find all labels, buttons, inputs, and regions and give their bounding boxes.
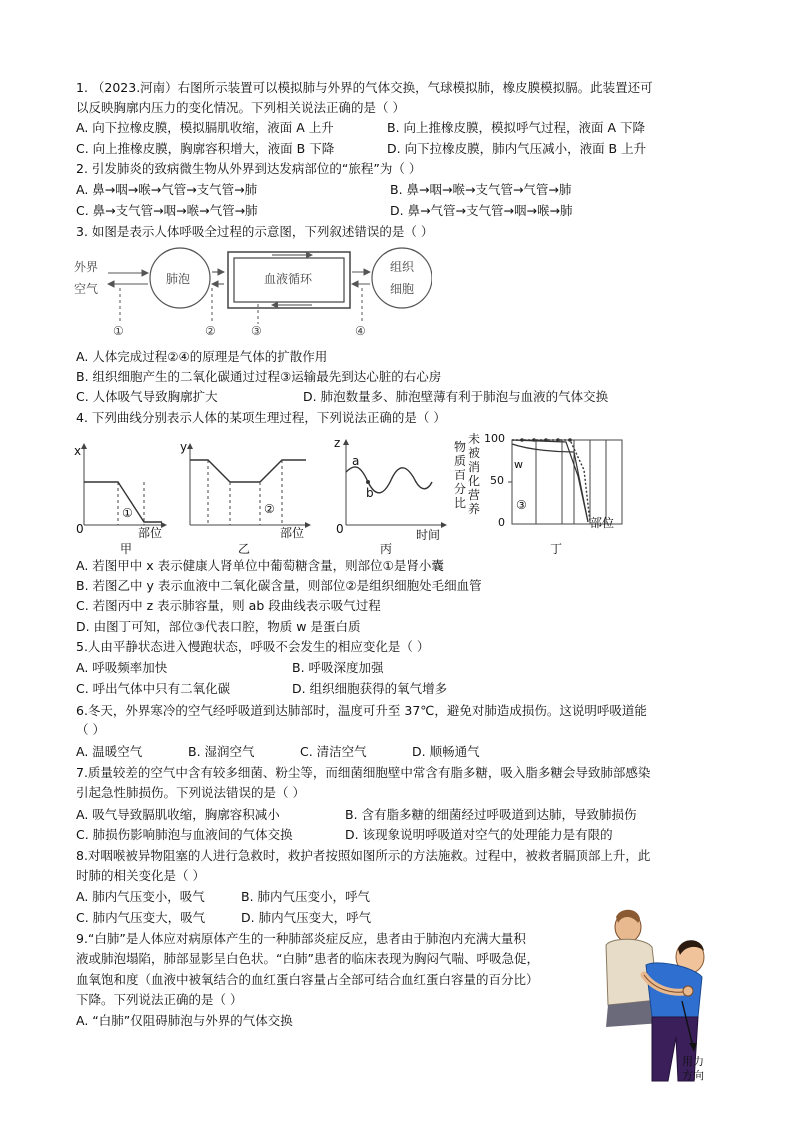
- q8-option-a: A. 肺内气压变小，吸气: [76, 889, 205, 904]
- q4-yi-caption: 乙: [238, 542, 251, 556]
- q8-option-c: C. 肺内气压变大，吸气: [76, 910, 206, 925]
- q4-yi-marker: ②: [264, 502, 275, 516]
- q7-option-c: C. 肺损伤影响肺泡与血液间的气体交换: [76, 827, 293, 842]
- q1-option-c: C. 向上推橡皮膜，胸廓容积增大，液面 B 下降: [76, 141, 335, 156]
- q4-ding-tick-100: 100: [484, 432, 505, 445]
- q4-jia-caption: 甲: [120, 542, 133, 556]
- q6-stem-line1: 6.冬天，外界寒冷的空气经呼吸道到达肺部时，温度可升至 37℃，避免对肺造成损伤。这说明呼吸道能: [76, 703, 647, 718]
- q2-option-b: B. 鼻→咽→喉→支气管→气管→肺: [390, 182, 572, 197]
- q3-label-tissue-1: 组织: [390, 260, 415, 274]
- q4-jia-y-label: x: [74, 444, 82, 458]
- q2-option-c: C. 鼻→支气管→咽→喉→气管→肺: [76, 203, 258, 218]
- q4-option-c: C. 若图丙中 z 表示肺容量，则 ab 段曲线表示吸气过程: [76, 598, 381, 613]
- q4-ding-y-label-1: 未被消化营养: [468, 432, 481, 516]
- q1-option-d: D. 向下拉橡皮膜，肺内气压减小，液面 B 上升: [387, 141, 647, 156]
- q3-label-tissue-2: 细胞: [390, 282, 415, 296]
- q4-bing-x-label: 时间: [416, 528, 441, 542]
- q4-ding-tick-0: 0: [498, 516, 505, 529]
- q4-bing-point-a: a: [352, 454, 360, 468]
- q3-option-d: D. 肺泡数量多、肺泡壁薄有利于肺泡与血液的气体交换: [303, 389, 609, 404]
- q4-bing-caption: 丙: [380, 542, 393, 556]
- q3-label-blood-circulation: 血液循环: [264, 272, 313, 286]
- q1-option-b: B. 向上推橡皮膜，模拟呼气过程，液面 A 下降: [387, 120, 646, 135]
- q4-jia-origin: 0: [76, 522, 84, 536]
- q4-ding-tick-50: 50: [490, 474, 504, 487]
- q2-option-d: D. 鼻→气管→支气管→咽→喉→肺: [390, 203, 573, 218]
- q4-bing-point-b: b: [366, 486, 374, 500]
- q4-stem: 4. 下列曲线分别表示人体的某项生理过程，下列说法正确的是（ ）: [76, 410, 446, 425]
- q3-marker-3: ③: [251, 324, 262, 338]
- q5-option-d: D. 组织细胞获得的氧气增多: [292, 681, 448, 696]
- q3-marker-4: ④: [355, 324, 366, 338]
- q4-option-d: D. 由图丁可知，部位③代表口腔，物质 w 是蛋白质: [76, 619, 361, 634]
- q4-ding-curve-w: w: [514, 458, 523, 471]
- q4-ding-x-label: 部位: [590, 516, 615, 530]
- q9-stem-line2: 液或肺泡塌陷，肺部显影呈白色状。“白肺”患者的临床表现为胸闷气喘、呼吸急促，: [76, 951, 539, 966]
- q2-stem: 2. 引发肺炎的致病微生物从外界到达发病部位的“旅程”为（ ）: [76, 161, 422, 176]
- q9-stem-line4: 下降。下列说法正确的是（ ）: [76, 992, 243, 1007]
- q8-arrow-label-1: 用力: [682, 1055, 704, 1068]
- q6-stem-line2: （ ）: [76, 722, 105, 737]
- q4-ding-y-label-2: 物质百分比: [454, 440, 467, 510]
- q3-marker-2: ②: [205, 324, 216, 338]
- q7-option-d: D. 该现象说明呼吸道对空气的处理能力是有限的: [345, 827, 613, 842]
- q3-option-a: A. 人体完成过程②④的原理是气体的扩散作用: [76, 349, 328, 364]
- q4-curve-figures: [70, 430, 630, 555]
- q7-stem-line1: 7.质量较差的空气中含有较多细菌、粉尘等，而细菌细胞壁中常含有脂多糖，吸入脂多糖会导致肺部感染: [76, 765, 651, 780]
- q5-option-a: A. 呼吸频率加快: [76, 660, 168, 675]
- q3-marker-1: ①: [113, 324, 124, 338]
- q3-label-air: 空气: [74, 282, 99, 296]
- q3-option-b: B. 组织细胞产生的二氧化碳通过过程③运输最先到达心脏的右心房: [76, 369, 442, 384]
- q3-label-alveoli: 肺泡: [166, 272, 191, 286]
- q6-option-c: C. 清洁空气: [300, 744, 367, 759]
- q9-option-a: A. “白肺”仅阻碍肺泡与外界的气体交换: [76, 1013, 293, 1028]
- q1-option-a: A. 向下拉橡皮膜，模拟膈肌收缩，液面 A 上升: [76, 120, 334, 135]
- q4-yi-x-label: 部位: [280, 526, 305, 540]
- q9-stem-line3: 血氧饱和度（血液中被氧结合的血红蛋白容量占全部可结合血红蛋白容量的百分比）: [76, 972, 539, 987]
- q2-option-a: A. 鼻→咽→喉→气管→支气管→肺: [76, 182, 258, 197]
- q8-option-b: B. 肺内气压变小，呼气: [241, 889, 371, 904]
- q5-option-c: C. 呼出气体中只有二氧化碳: [76, 681, 231, 696]
- q4-jia-x-label: 部位: [138, 526, 163, 540]
- q1-stem-line1: 1. （2023.河南）右图所示装置可以模拟肺与外界的气体交换，气球模拟肺，橡皮膜模拟膈。此装置还可: [76, 80, 653, 95]
- q6-option-b: B. 湿润空气: [188, 744, 255, 759]
- q3-option-c: C. 人体吸气导致胸廓扩大: [76, 389, 218, 404]
- q3-stem: 3. 如图是表示人体呼吸全过程的示意图，下列叙述错误的是（ ）: [76, 224, 434, 239]
- q4-option-b: B. 若图乙中 y 表示血液中二氧化碳含量，则部位②是组织细胞处毛细血管: [76, 578, 482, 593]
- q7-stem-line2: 引起急性肺损伤。下列说法错误的是（ ）: [76, 785, 305, 800]
- q6-option-a: A. 温暖空气: [76, 744, 143, 759]
- q7-option-a: A. 吸气导致膈肌收缩，胸廓容积减小: [76, 807, 280, 822]
- q7-option-b: B. 含有脂多糖的细菌经过呼吸道到达肺，导致肺损伤: [345, 807, 637, 822]
- q4-ding-marker: ③: [516, 498, 527, 512]
- q4-yi-y-label: y: [180, 440, 188, 454]
- q4-option-a: A. 若图甲中 x 表示健康人肾单位中葡萄糖含量，则部位①是肾小囊: [76, 558, 444, 573]
- q8-arrow-label-2: 方向: [682, 1069, 704, 1082]
- q8-option-d: D. 肺内气压变大，呼气: [241, 910, 372, 925]
- q3-label-outside: 外界: [74, 260, 99, 274]
- q8-heimlich-illustration: [598, 905, 722, 1085]
- q5-option-b: B. 呼吸深度加强: [292, 660, 384, 675]
- q8-stem-line2: 时肺的相关变化是（ ）: [76, 868, 205, 883]
- q4-bing-y-label: z: [334, 436, 341, 450]
- q9-stem-line1: 9.“白肺”是人体应对病原体产生的一种肺部炎症反应，患者由于肺泡内充满大量积: [76, 931, 526, 946]
- q8-stem-line1: 8.对咽喉被异物阻塞的人进行急救时，救护者按照如图所示的方法施救。过程中，被救者膈顶部上升，此: [76, 848, 651, 863]
- q4-bing-origin: 0: [336, 522, 344, 536]
- q4-jia-marker: ①: [122, 506, 133, 520]
- q3-respiration-diagram: [72, 244, 432, 344]
- q5-stem: 5.人由平静状态进入慢跑状态，呼吸不会发生的相应变化是（ ）: [76, 639, 430, 654]
- q1-stem-line2: 以反映胸廓内压力的变化情况。下列相关说法正确的是（ ）: [76, 100, 405, 115]
- q4-ding-caption: 丁: [550, 542, 563, 556]
- q6-option-d: D. 顺畅通气: [412, 744, 480, 759]
